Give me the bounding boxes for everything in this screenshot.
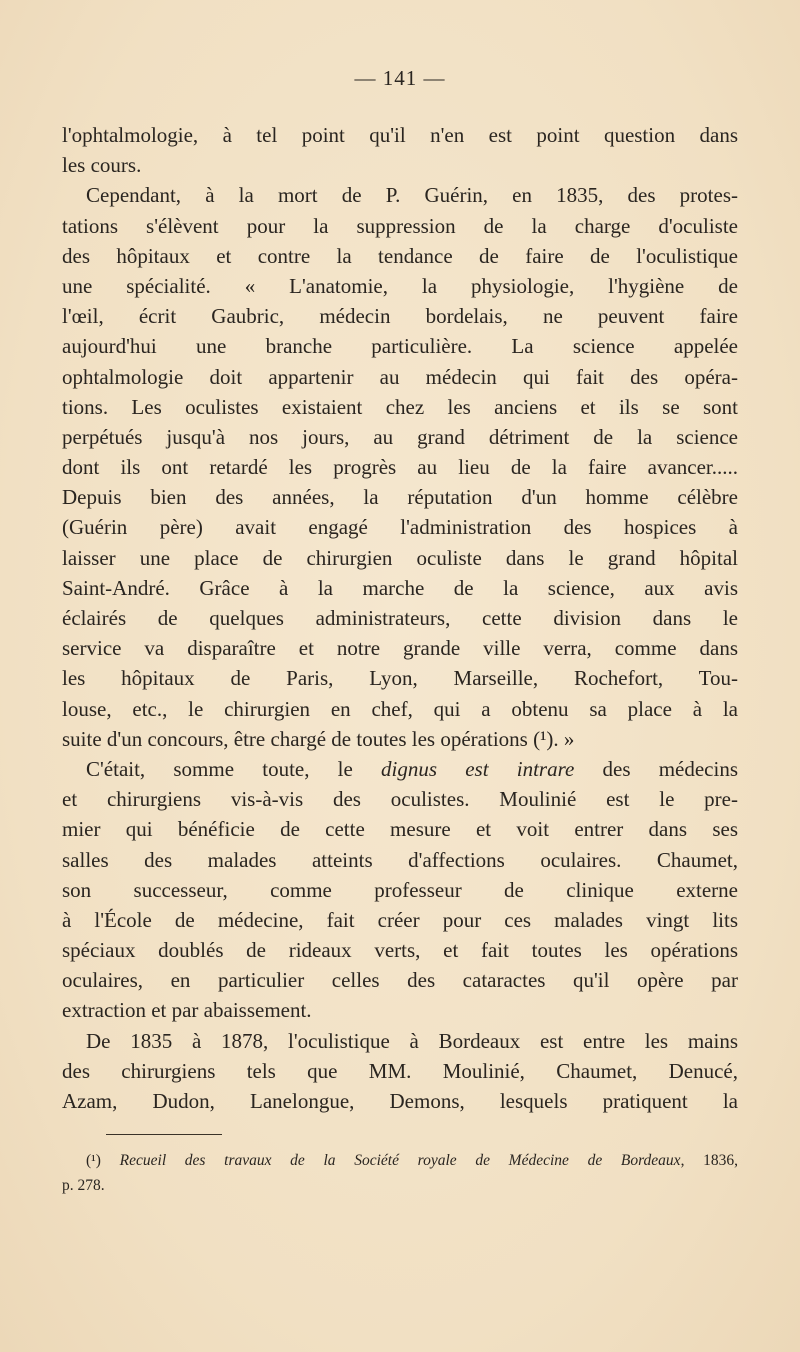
text-line <box>62 754 738 784</box>
text-line: une spécialité. « L'anatomie, la physiologie, l'hygiène de <box>62 273 738 298</box>
text-line: spéciaux doublés de rideaux verts, et fait toutes les opérations <box>62 938 738 963</box>
body-text <box>62 120 738 1116</box>
text-line: ophtalmologie doit appartenir au médecin qui fait des opéra- <box>62 364 738 389</box>
text-line: (Guérin père) avait engagé l'administration des hospices à <box>62 515 738 540</box>
footnote-title: Recueil des travaux de la Société royale de Médecine de Bordeaux <box>119 1152 681 1169</box>
text-line: perpétués jusqu'à nos jours, au grand détriment de la science <box>62 424 738 449</box>
text-line: Cependant, à la mort de P. Guérin, en 1835, des protes- <box>86 183 738 208</box>
text-segment: C'était, somme toute, le <box>86 756 382 781</box>
text-line: Saint-André. Grâce à la marche de la science, aux avis <box>62 575 738 600</box>
text-line: les hôpitaux de Paris, Lyon, Marseille, Rochefort, Tou- <box>62 666 738 691</box>
text-line: De 1835 à 1878, l'oculistique à Bordeaux est entre les mains <box>86 1028 738 1053</box>
text-line: dont ils ont retardé les progrès au lieu de la faire avancer..... <box>62 455 738 480</box>
text-line: louse, etc., le chirurgien en chef, qui a obtenu sa place à la <box>62 696 738 721</box>
text-line: Depuis bien des années, la réputation d'un homme célèbre <box>62 485 738 510</box>
text-line: laisser une place de chirurgien oculiste dans le grand hôpital <box>62 545 738 570</box>
text-line: l'ophtalmologie, à tel point qu'il n'en est point question dans <box>62 123 738 147</box>
text-line: salles des malades atteints d'affections oculaires. Chaumet, <box>62 847 738 872</box>
italic-phrase: dignus est intrare <box>381 756 575 781</box>
text-line: mier qui bénéficie de cette mesure et voit entrer dans ses <box>62 817 738 842</box>
text-line: éclairés de quelques administrateurs, cette division dans le <box>62 606 738 630</box>
text-line: suite d'un concours, être chargé de toutes les opérations (¹). » <box>62 726 575 751</box>
text-line: les cours. <box>62 153 142 178</box>
footnote-page: p. 278. <box>62 1177 105 1194</box>
text-segment: des médecins <box>574 756 738 781</box>
text-line: tations s'élèvent pour la suppression de la charge d'oculiste <box>62 213 738 238</box>
text-line: des chirurgiens tels que MM. Moulinié, Chaumet, Denucé, <box>62 1058 738 1083</box>
footnote-year: , 1836, <box>680 1152 738 1169</box>
text-line: aujourd'hui une branche particulière. La science appelée <box>62 334 738 359</box>
text-line: l'œil, écrit Gaubric, médecin bordelais, ne peuvent faire <box>62 304 738 329</box>
footnote-line-1 <box>62 1148 738 1173</box>
footnote <box>62 1148 738 1198</box>
footnote-mark: (¹) <box>86 1152 120 1169</box>
text-line: service va disparaître et notre grande ville verra, comme dans <box>62 636 738 661</box>
text-line: oculaires, en particulier celles des cataractes qu'il opère par <box>62 968 738 993</box>
footnote-rule <box>106 1134 222 1135</box>
text-line: son successeur, comme professeur de clinique externe <box>62 877 738 902</box>
text-line: des hôpitaux et contre la tendance de faire de l'oculistique <box>62 243 738 268</box>
text-line: et chirurgiens vis-à-vis des oculistes. Moulinié est le pre- <box>62 787 738 812</box>
text-line: tions. Les oculistes existaient chez les anciens et ils se sont <box>62 394 738 419</box>
text-line: Azam, Dudon, Lanelongue, Demons, lesquels pratiquent la <box>62 1089 738 1113</box>
text-line: extraction et par abaissement. <box>62 998 312 1023</box>
page-number: — 141 — <box>354 66 446 90</box>
text-line: à l'École de médecine, fait créer pour ces malades vingt lits <box>62 907 738 932</box>
